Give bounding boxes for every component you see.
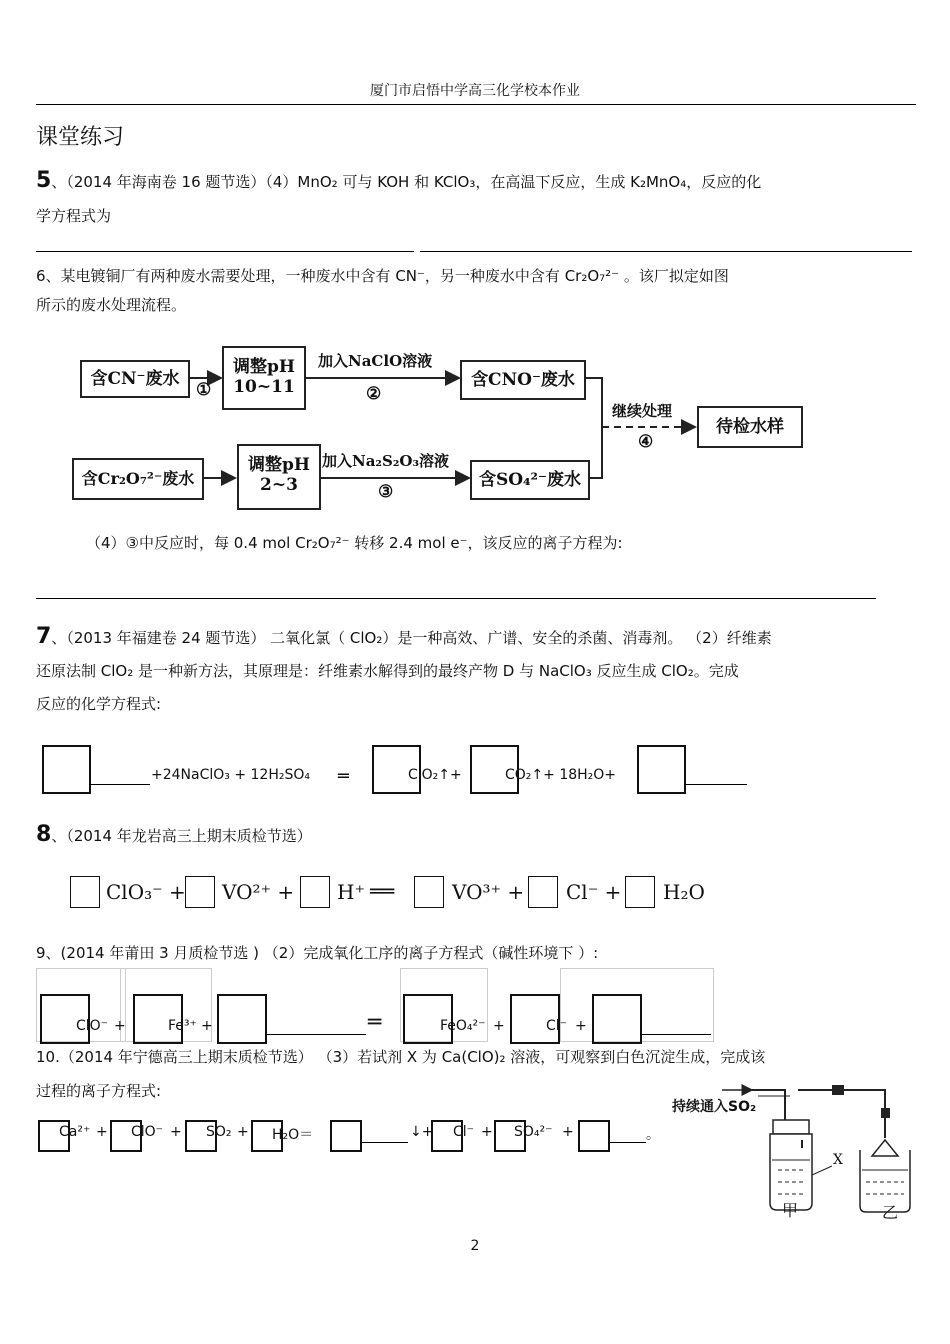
q6-sub4: （4）③中反应时，每 0.4 mol Cr₂O₇²⁻ 转移 2.4 mol e⁻，该反应的离子方程为: bbox=[86, 534, 623, 552]
q8-box-2[interactable] bbox=[185, 876, 215, 908]
q8-box-1[interactable] bbox=[70, 876, 100, 908]
q6-line1: 6、某电镀铜厂有两种废水需要处理，一种废水中含有 CN⁻，另一种废水中含有 Cr₂O₇²⁻ 。该厂拟定如图 bbox=[36, 267, 729, 285]
flow-box-ph2-l1: 调整pH bbox=[248, 455, 310, 475]
flow-box-ph2 bbox=[237, 444, 321, 510]
q8-term-1: ClO₃⁻ + bbox=[106, 880, 186, 904]
q10-term-2: ClO⁻ bbox=[131, 1124, 164, 1140]
q8-term-5: Cl⁻ + bbox=[566, 880, 622, 904]
flow-box-cn-label: 含CN⁻废水 bbox=[90, 369, 180, 389]
step-1-label: ① bbox=[196, 380, 212, 400]
q5-source: 、（2014 年海南卷 16 题节选）（4）MnO₂ 可与 KOH 和 KClO₃，在高温下反应，生成 K₂MnO₄，反应的化 bbox=[51, 173, 762, 191]
q8-term-3: H⁺ bbox=[337, 880, 365, 904]
q9-term-3: FeO₄²⁻ bbox=[440, 1018, 486, 1034]
flow-box-final bbox=[697, 406, 803, 448]
q10-box-5[interactable] bbox=[330, 1120, 362, 1152]
q7-coef-box-4[interactable] bbox=[637, 745, 686, 794]
q8-equals: ══ bbox=[370, 879, 395, 903]
q5-line2: 学方程式为 bbox=[36, 207, 112, 225]
q7-line1-text: 、（2013 年福建卷 24 题节选） 二氧化氯（ ClO₂）是一种高效、广谱、安全的杀菌、消毒剂。 （2）纤维素 bbox=[51, 629, 772, 647]
q9-term-4: Cl⁻ bbox=[546, 1018, 568, 1034]
step-3-label: ③ bbox=[378, 482, 394, 502]
q7-line1 bbox=[36, 624, 772, 649]
step-4-text: 继续处理 bbox=[612, 402, 673, 420]
q10-period: 。 bbox=[646, 1127, 660, 1143]
q8-number: 8 bbox=[36, 822, 52, 847]
page-number: 2 bbox=[470, 1238, 480, 1254]
q7-number: 7 bbox=[36, 624, 52, 649]
flow-box-ph1-l1: 调整pH bbox=[233, 357, 295, 377]
page-header-title: 厦门市启悟中学高三化学校本作业 bbox=[370, 83, 580, 99]
fig-jia-label: 甲 bbox=[782, 1201, 799, 1220]
q6-line2: 所示的废水处理流程。 bbox=[36, 296, 187, 314]
q5-number: 5 bbox=[36, 168, 52, 193]
flow-box-cno bbox=[460, 360, 586, 400]
q7-eq-part-c: CO₂↑+ 18H₂O+ bbox=[505, 767, 617, 783]
q10-line1: 10.（2014 年宁德高三上期末质检节选） （3）若试剂 X 为 Ca(ClO)₂ 溶液，可观察到白色沉淀生成，完成该 bbox=[36, 1048, 766, 1066]
q10-plus-1: + bbox=[96, 1124, 108, 1140]
q9-box-6[interactable] bbox=[592, 994, 642, 1044]
fig-yi-label: 乙 bbox=[882, 1203, 899, 1222]
q10-plus-4: + bbox=[481, 1124, 493, 1140]
q10-term-5: ↓+ bbox=[410, 1124, 434, 1140]
flow-box-ph2-l2: 2~3 bbox=[260, 475, 298, 495]
q10-term-7: SO₄²⁻ bbox=[514, 1124, 553, 1140]
step-2-label: ② bbox=[366, 384, 382, 404]
q10-blank-precipitate[interactable] bbox=[360, 1142, 408, 1143]
q8-term-4: VO³⁺ + bbox=[452, 880, 525, 904]
q10-box-8[interactable] bbox=[578, 1120, 610, 1152]
q9-blank-1[interactable] bbox=[266, 1034, 366, 1035]
step-4-label: ④ bbox=[638, 432, 654, 452]
q9-plus-2: + bbox=[201, 1018, 213, 1034]
q10-plus-2: + bbox=[170, 1124, 182, 1140]
q7-blank-2[interactable] bbox=[685, 784, 747, 785]
q9-line: 9、(2014 年莆田 3 月质检节选 ) （2）完成氧化工序的离子方程式（碱性环境下 ）: bbox=[36, 944, 599, 962]
flow-box-so4-label: 含SO₄²⁻废水 bbox=[479, 470, 581, 490]
q7-eq-part-b: ClO₂↑+ bbox=[408, 767, 462, 783]
flowchart-lines bbox=[0, 0, 950, 520]
fig-inlet-label: 持续通入SO₂ bbox=[672, 1099, 757, 1115]
q9-plus-1: + bbox=[114, 1018, 126, 1034]
q7-line2: 还原法制 ClO₂ 是一种新方法，其原理是：纤维素水解得到的最终产物 D 与 NaClO₃ 反应生成 ClO₂。完成 bbox=[36, 662, 739, 680]
q10-term-3: SO₂ bbox=[206, 1124, 232, 1140]
q9-term-1: ClO⁻ bbox=[76, 1018, 109, 1034]
flow-box-so4 bbox=[470, 460, 590, 500]
flow-box-final-label: 待检水样 bbox=[716, 417, 784, 437]
q10-blank-final[interactable] bbox=[608, 1142, 646, 1143]
q8-box-6[interactable] bbox=[625, 876, 655, 908]
q8-term-2: VO²⁺ + bbox=[222, 880, 295, 904]
flow-box-cno-label: 含CNO⁻废水 bbox=[471, 370, 575, 390]
q9-blank-2[interactable] bbox=[641, 1034, 711, 1035]
q8-box-5[interactable] bbox=[528, 876, 558, 908]
q10-plus-5: + bbox=[562, 1124, 574, 1140]
q9-term-2: Fe³⁺ bbox=[168, 1018, 197, 1034]
q8-term-6: H₂O bbox=[663, 880, 705, 904]
q10-term-1: Ca²⁺ bbox=[59, 1124, 91, 1140]
q8-source: 、（2014 年龙岩高三上期末质检节选） bbox=[51, 827, 312, 845]
q10-term-4: H₂O＝ bbox=[272, 1127, 314, 1143]
q8-box-4[interactable] bbox=[414, 876, 444, 908]
q7-equals-sign: ═ bbox=[338, 766, 349, 787]
flow-box-cr-label: 含Cr₂O₇²⁻废水 bbox=[81, 469, 195, 488]
q7-blank-1[interactable] bbox=[90, 784, 150, 785]
flow-box-ph1-l2: 10~11 bbox=[233, 377, 295, 397]
step-2-reagent: 加入NaClO溶液 bbox=[318, 352, 433, 370]
step-3-reagent: 加入Na₂S₂O₃溶液 bbox=[322, 452, 450, 470]
q8-line bbox=[36, 822, 312, 847]
flow-box-cr bbox=[72, 458, 204, 500]
q6-answer-line bbox=[36, 598, 876, 599]
q9-box-3[interactable] bbox=[217, 994, 267, 1044]
flow-box-ph1 bbox=[222, 346, 306, 410]
q7-eq-part-a: +24NaClO₃ + 12H₂SO₄ bbox=[151, 767, 310, 783]
q10-term-6: Cl⁻ bbox=[453, 1124, 475, 1140]
q10-plus-3: + bbox=[237, 1124, 249, 1140]
section-title: 课堂练习 bbox=[36, 125, 125, 150]
q7-coef-box-1[interactable] bbox=[42, 745, 91, 794]
q9-plus-4: + bbox=[575, 1018, 587, 1034]
q8-box-3[interactable] bbox=[300, 876, 330, 908]
fig-x-label: X bbox=[833, 1152, 843, 1168]
q7-line3: 反应的化学方程式: bbox=[36, 695, 162, 713]
flow-box-cn bbox=[80, 360, 190, 398]
q10-line2: 过程的离子方程式: bbox=[36, 1082, 162, 1100]
q9-plus-3: + bbox=[493, 1018, 505, 1034]
q9-equals: ═ bbox=[368, 1010, 382, 1035]
